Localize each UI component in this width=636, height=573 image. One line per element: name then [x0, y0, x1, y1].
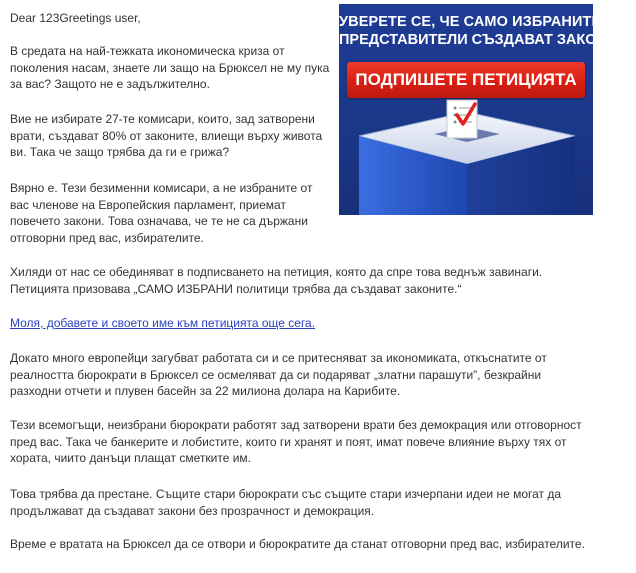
paragraph-5: Докато много европейци загубват работата си и се притесняват за икономиката, откъснатите от реалността бюрократи в Брюксел се осмеляват да си подаряват „златни парашути”, безкрайни разходни отчети и плувен басейн за 22 милиона долара на Карибите. [10, 351, 547, 398]
sign-petition-button[interactable] [347, 62, 585, 98]
petition-link-paragraph [10, 315, 580, 332]
banner-headline-line-1: УВЕРЕТЕ СЕ, ЧЕ САМО ИЗБРАНИТЕ [339, 14, 602, 30]
paragraph-3: Вярно е. Тези безименни комисари, а не избраните от вас членове на Европейския парламент, приемат повечето закони. Това означава, че те не са държани отговорни пред вас, избирателите. [10, 181, 313, 245]
paragraph-2: Вие не избирате 27-те комисари, които, зад затворени врати, създават 80% от законите, влиещи върху живота ви. Така че защо трябва да ги е грижа? [10, 112, 323, 159]
paragraph-7: Това трябва да престане. Същите стари бюрократи със същите стари изчерпани идеи не могат да продължават да създават закони без прозрачност и демокрация. [10, 487, 562, 518]
greeting: Dear 123Greetings user, [10, 11, 141, 25]
banner-headline-line-2: ПРЕДСТАВИТЕЛИ СЪЗДАВАТ ЗАКОНИТЕ [339, 32, 636, 48]
petition-banner[interactable] [339, 4, 636, 215]
paragraph-4: Хиляди от нас се обединяват в подписването на петиция, която да спре това веднъж завинаги. Петицията призовава „САМО ИЗБРАНИ политици трябва да създават законите.“ [10, 265, 543, 296]
petition-link[interactable]: Моля, добавете и своето име към петицията още сега. [10, 316, 316, 330]
paragraph-8: Време е вратата на Брюксел да се отвори и бюрократите да станат отговорни пред вас, избирателите. [10, 537, 585, 551]
paragraph-1: В средата на най-тежката икономическа криза от поколения насам, знаете ли защо на Брюксел не му пука за вас? Защото не е задължително. [10, 44, 330, 91]
sign-petition-button-label: ПОДПИШЕТЕ ПЕТИЦИЯТА [355, 70, 577, 89]
paragraph-6: Тези всемогъщи, неизбрани бюрократи работят зад затворени врати без демокрация или отговорност пред вас. Така че банкерите и лобистите, които ги хранят и поят, имат повече влияние върху тях от хората, чиито данъци плащат сметките им. [10, 418, 582, 465]
